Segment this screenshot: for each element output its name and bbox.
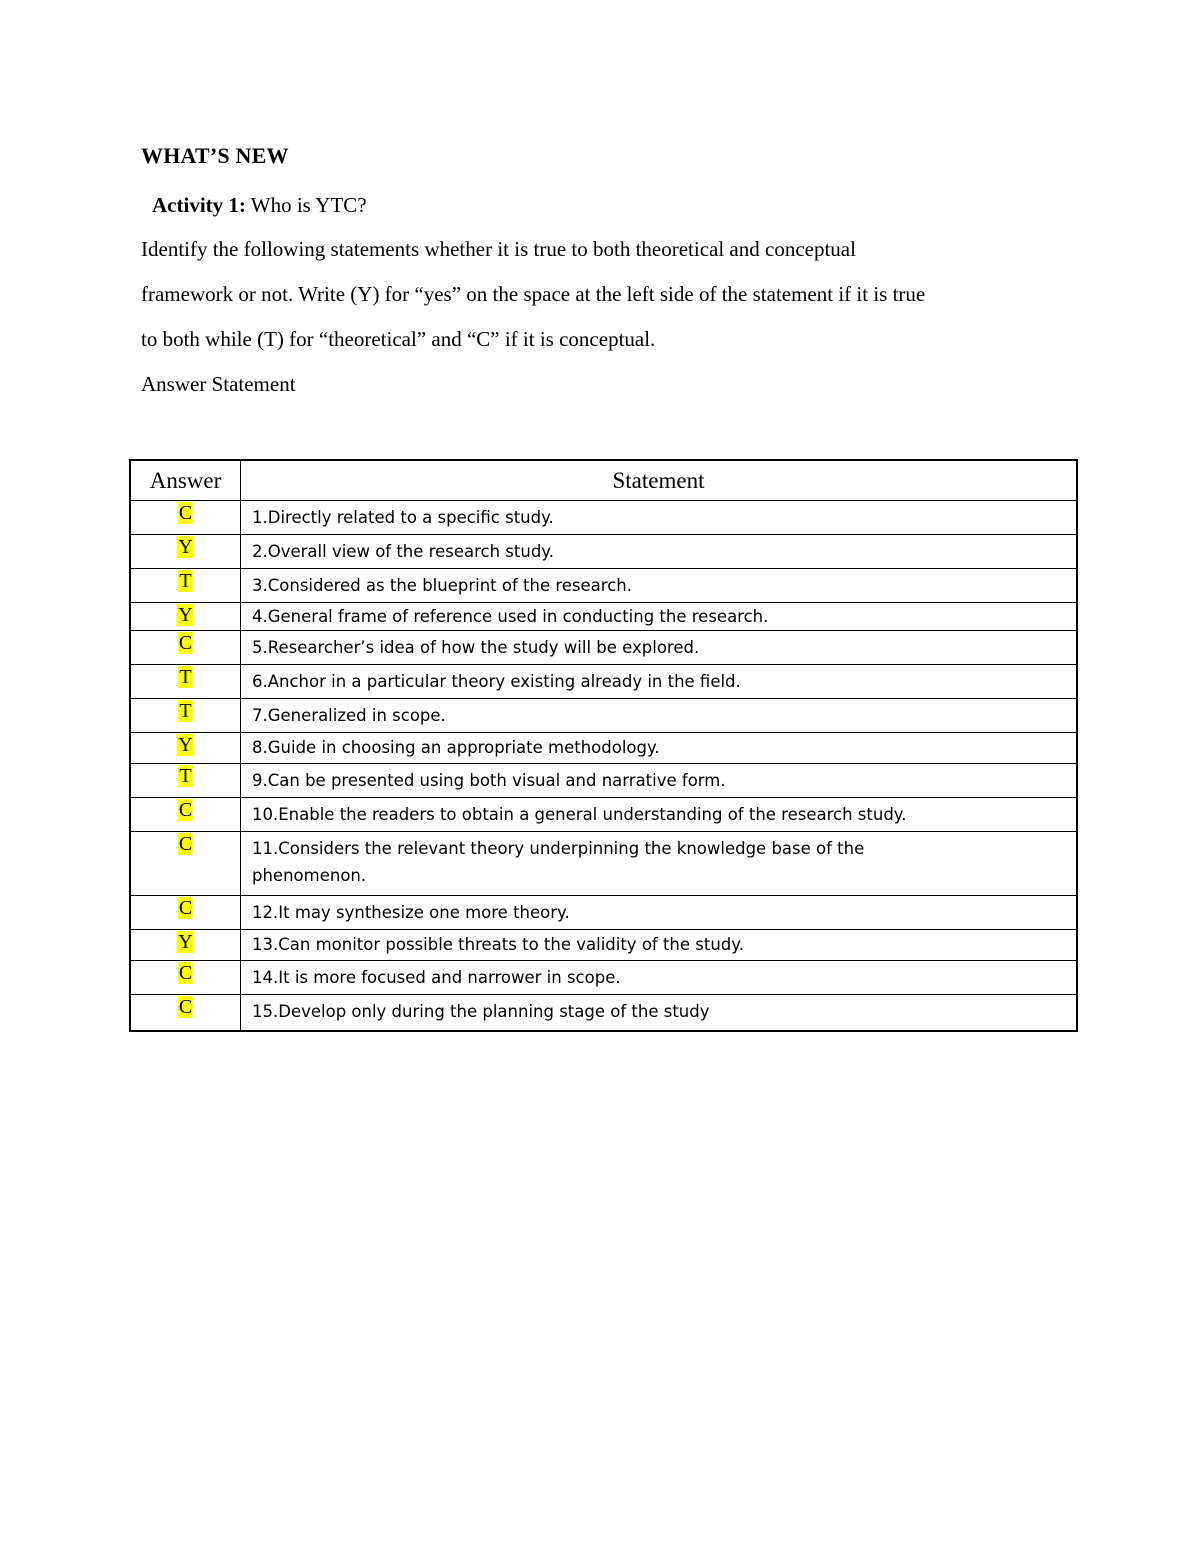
answer-cell — [130, 603, 241, 631]
answer-value: C — [178, 996, 193, 1018]
statement-cell: 7.Generalized in scope. — [241, 699, 1078, 733]
answer-cell — [130, 665, 241, 699]
answer-value: T — [179, 700, 192, 722]
statement-cell: 14.It is more focused and narrower in scope. — [241, 961, 1078, 995]
table-row — [130, 569, 1077, 603]
section-heading: WHAT’S NEW — [141, 143, 289, 168]
answer-cell — [130, 995, 241, 1031]
answer-cell — [130, 896, 241, 930]
statement-cell: 13.Can monitor possible threats to the validity of the study. — [241, 930, 1078, 961]
answer-cell — [130, 832, 241, 896]
answer-value: C — [178, 632, 193, 654]
statement-cell: 5.Researcher’s idea of how the study will be explored. — [241, 631, 1078, 665]
instruction-line-1: Identify the following statements whether it is true to both theoretical and conceptual — [141, 237, 856, 261]
statement-column-header: Statement — [241, 460, 1078, 501]
answer-cell — [130, 930, 241, 961]
answer-value: C — [178, 833, 193, 855]
answer-cell — [130, 569, 241, 603]
statement-cell: 6.Anchor in a particular theory existing already in the field. — [241, 665, 1078, 699]
answer-value: Y — [178, 604, 193, 626]
table-row — [130, 631, 1077, 665]
answer-column-header: Answer — [130, 460, 241, 501]
statement-cell: 11.Considers the relevant theory underpinning the knowledge base of the phenomenon. — [241, 832, 1078, 896]
instruction-line-3: to both while (T) for “theoretical” and “C” if it is conceptual. — [141, 327, 656, 351]
statement-cell: 1.Directly related to a specific study. — [241, 501, 1078, 535]
answer-value: C — [178, 962, 193, 984]
table-row — [130, 699, 1077, 733]
answer-statement-label: Answer Statement — [141, 372, 296, 396]
table-row — [130, 535, 1077, 569]
answer-value: Y — [178, 931, 193, 953]
table-row — [130, 930, 1077, 961]
table-row — [130, 961, 1077, 995]
activity-line — [152, 193, 367, 218]
statement-cell: 9.Can be presented using both visual and narrative form. — [241, 764, 1078, 798]
table-row — [130, 896, 1077, 930]
answer-cell — [130, 733, 241, 764]
activity-title: Who is YTC? — [245, 193, 367, 217]
statement-cell: 3.Considered as the blueprint of the research. — [241, 569, 1078, 603]
answer-cell — [130, 501, 241, 535]
instruction-line-2: framework or not. Write (Y) for “yes” on the space at the left side of the statement if it is true — [141, 282, 926, 306]
statement-cell: 2.Overall view of the research study. — [241, 535, 1078, 569]
table-row — [130, 995, 1077, 1031]
answer-value: C — [178, 502, 193, 524]
statement-cell: 10.Enable the readers to obtain a general understanding of the research study. — [241, 798, 1078, 832]
statement-cell: 4.General frame of reference used in conducting the research. — [241, 603, 1078, 631]
table-row — [130, 501, 1077, 535]
answer-cell — [130, 798, 241, 832]
statement-cell: 15.Develop only during the planning stage of the study — [241, 995, 1078, 1031]
answer-cell — [130, 699, 241, 733]
answer-value: Y — [178, 536, 193, 558]
answer-cell — [130, 764, 241, 798]
table-row — [130, 832, 1077, 896]
answer-cell — [130, 631, 241, 665]
answer-value: T — [179, 765, 192, 787]
activity-label: Activity 1: — [152, 193, 246, 217]
answer-cell — [130, 535, 241, 569]
answer-value: C — [178, 799, 193, 821]
answer-value: C — [178, 897, 193, 919]
answer-value: T — [179, 666, 192, 688]
table-row — [130, 764, 1077, 798]
table-row — [130, 733, 1077, 764]
table-row — [130, 798, 1077, 832]
table-header-row — [130, 460, 1077, 501]
answer-table — [129, 459, 1078, 1032]
table-row — [130, 665, 1077, 699]
answer-cell — [130, 961, 241, 995]
answer-value: T — [179, 570, 192, 592]
table-row — [130, 603, 1077, 631]
answer-value: Y — [178, 734, 193, 756]
statement-cell: 8.Guide in choosing an appropriate methodology. — [241, 733, 1078, 764]
statement-cell: 12.It may synthesize one more theory. — [241, 896, 1078, 930]
